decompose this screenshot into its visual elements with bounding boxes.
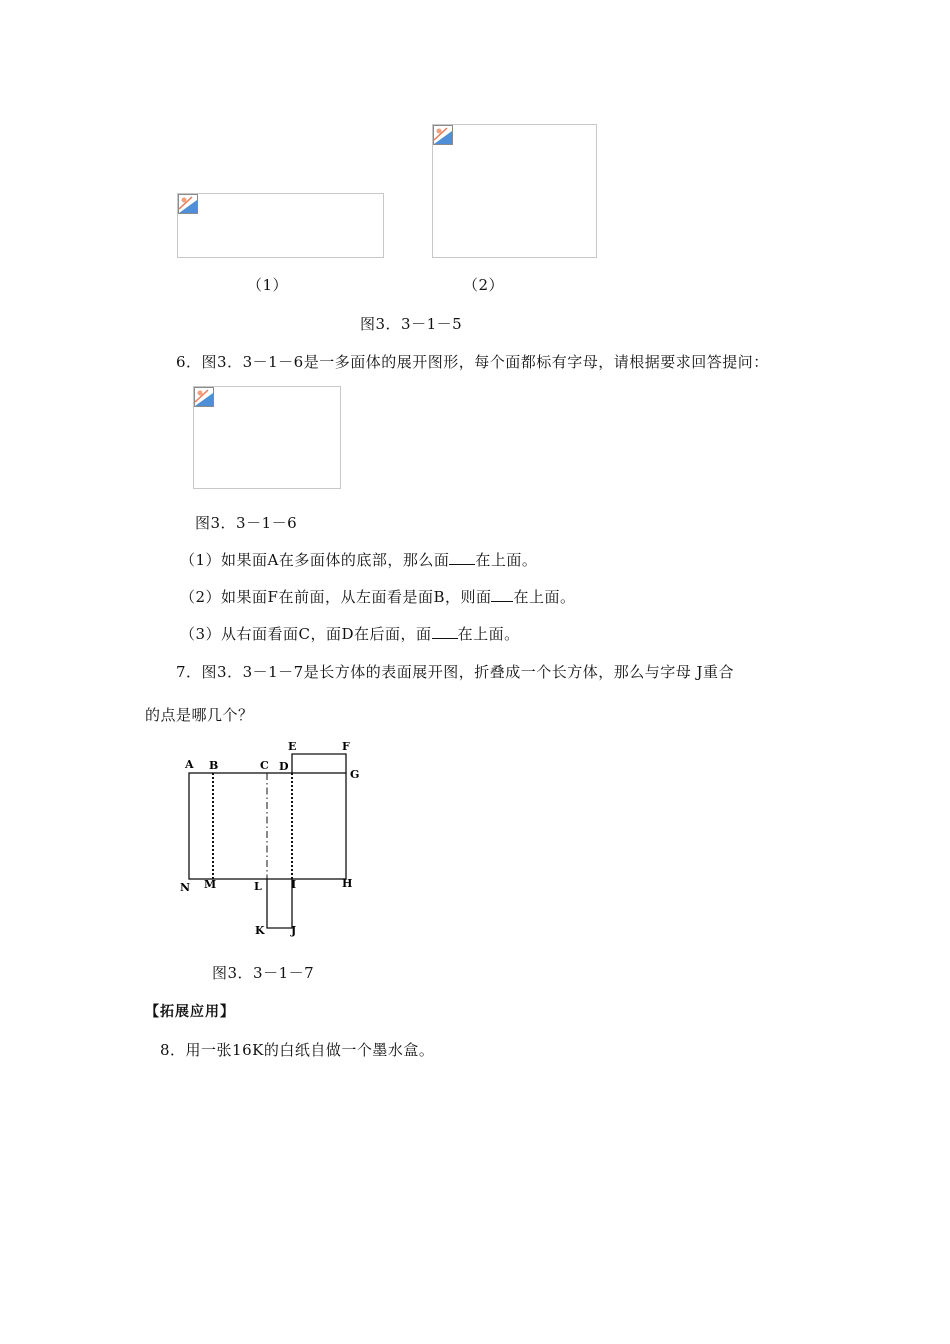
figure-3-3-1-6-caption: 图3．3－1－6 bbox=[195, 514, 298, 532]
answer-blank-2[interactable] bbox=[491, 587, 513, 602]
answer-blank-1[interactable] bbox=[449, 550, 475, 565]
vertex-label-k: K bbox=[255, 924, 265, 937]
question-8: 8．用一张16K的白纸自做一个墨水盒。 bbox=[160, 1041, 435, 1059]
figure-3-3-1-6-image bbox=[193, 386, 341, 489]
question-7-stem-line-2: 的点是哪几个？ bbox=[145, 706, 254, 724]
vertex-label-a: A bbox=[185, 758, 194, 771]
vertex-label-e: E bbox=[288, 740, 297, 753]
figure-3-3-1-5-image-1 bbox=[177, 193, 384, 258]
extension-heading: 【拓展应用】 bbox=[145, 1004, 235, 1020]
part-2-text-before: （2）如果面F在前面，从左面看是面B，则面 bbox=[180, 588, 492, 606]
net-bottom-flap bbox=[267, 879, 292, 928]
part-2-text-after: 在上面。 bbox=[513, 588, 576, 606]
question-6-part-2 bbox=[180, 587, 576, 607]
figure-3-3-1-7-net-diagram bbox=[170, 735, 370, 945]
vertex-label-l: L bbox=[254, 880, 262, 893]
question-7-stem-line-1: 7．图3．3－1－7是长方体的表面展开图，折叠成一个长方体，那么与字母 J重合 bbox=[176, 663, 735, 681]
broken-image-icon bbox=[433, 125, 453, 145]
part-1-text-after: 在上面。 bbox=[475, 551, 538, 569]
vertex-label-i: I bbox=[291, 878, 297, 891]
vertex-label-f: F bbox=[342, 740, 350, 753]
vertex-label-j: J bbox=[291, 924, 297, 937]
vertex-label-h: H bbox=[342, 877, 353, 890]
figure-3-3-1-5-caption: 图3．3－1－5 bbox=[360, 315, 463, 333]
vertex-label-m: M bbox=[204, 878, 217, 891]
vertex-label-d: D bbox=[279, 760, 289, 773]
figure-3-3-1-5-sublabel-1: （1） bbox=[247, 276, 289, 294]
net-top-flap bbox=[292, 754, 346, 773]
figure-3-3-1-5-sublabel-2: （2） bbox=[463, 276, 505, 294]
broken-image-icon bbox=[194, 387, 214, 407]
figure-3-3-1-5-image-2 bbox=[432, 124, 597, 258]
question-6-part-1 bbox=[180, 550, 537, 570]
broken-image-icon bbox=[178, 194, 198, 214]
question-6-stem: 6．图3．3－1－6是一多面体的展开图形，每个面都标有字母，请根据要求回答提问： bbox=[176, 353, 769, 371]
answer-blank-3[interactable] bbox=[432, 624, 458, 639]
vertex-label-n: N bbox=[180, 881, 191, 894]
part-1-text-before: （1）如果面A在多面体的底部，那么面 bbox=[180, 551, 450, 569]
question-6-part-3 bbox=[180, 624, 520, 644]
part-3-text-before: （3）从右面看面C，面D在后面，面 bbox=[180, 625, 432, 643]
vertex-label-b: B bbox=[209, 759, 219, 772]
vertex-label-c: C bbox=[260, 759, 269, 772]
vertex-label-g: G bbox=[350, 768, 360, 781]
figure-3-3-1-7-caption: 图3．3－1－7 bbox=[212, 964, 315, 982]
part-3-text-after: 在上面。 bbox=[457, 625, 520, 643]
